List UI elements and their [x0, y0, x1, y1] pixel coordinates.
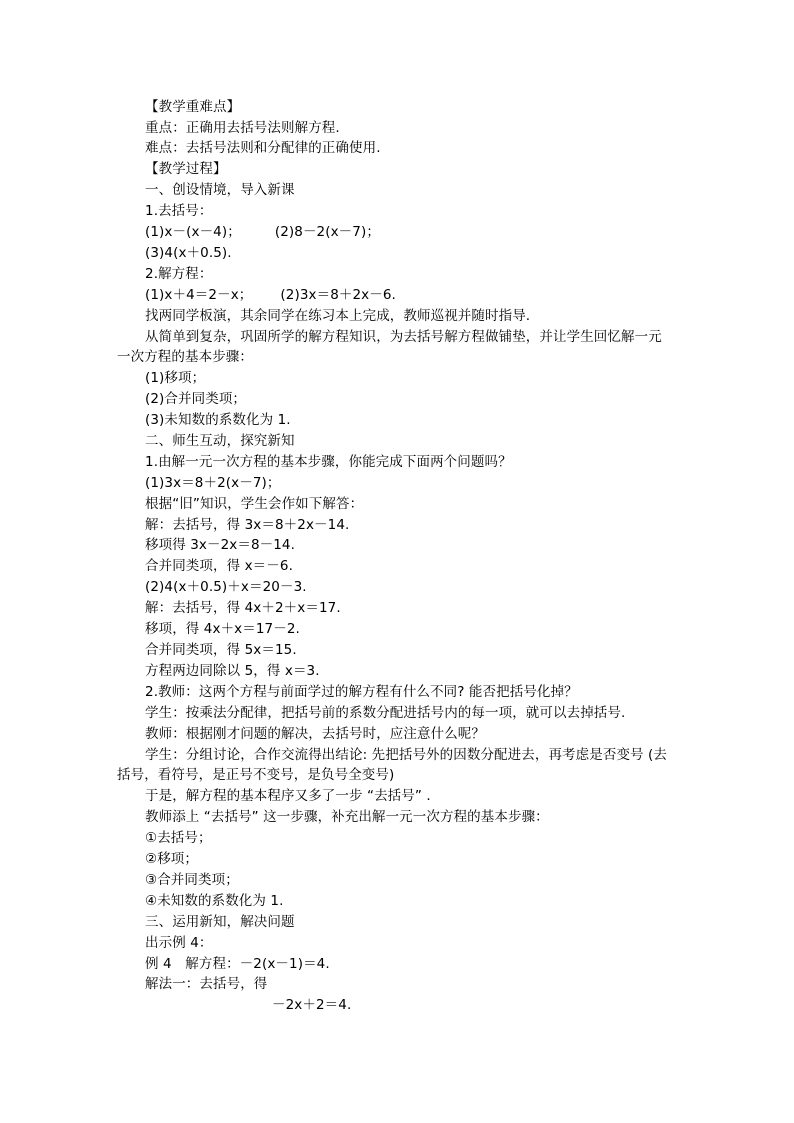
list-item: (2)合并同类项；	[145, 391, 247, 407]
example-line: 例 4 解方程：－2(x－1)＝4.	[145, 956, 330, 972]
text-line: 一次方程的基本步骤：	[117, 349, 253, 365]
text-line: 于是，解方程的基本程序又多了一步 “去括号” .	[145, 788, 431, 804]
text-line: 学生：分组讨论，合作交流得出结论: 先把括号外的因数分配进去，再考虑是否变号 (去	[145, 747, 667, 763]
text-line: 找两同学板演，其余同学在练习本上完成，教师巡视并随时指导.	[145, 308, 531, 324]
text-line: 解法一：去括号，得	[145, 976, 268, 992]
math-line: 合并同类项，得 5x＝15.	[145, 642, 297, 658]
list-item: (1)移项；	[145, 370, 206, 386]
text-line: 重点：正确用去括号法则解方程.	[145, 120, 340, 136]
subsection-heading: 三、运用新知，解决问题	[145, 914, 295, 930]
text-line: 2.教师：这两个方程与前面学过的解方程有什么不同? 能否把括号化掉？	[145, 684, 578, 700]
list-item: ②移项；	[145, 851, 199, 867]
math-line	[145, 223, 380, 241]
math-item: (1)x＋4＝2－x；	[145, 287, 253, 303]
list-item: ③合并同类项；	[145, 872, 239, 888]
text-line: 从简单到复杂，巩固所学的解方程知识，为去括号解方程做铺垫，并让学生回忆解一元	[145, 329, 662, 345]
list-item: (3)未知数的系数化为 1.	[145, 412, 291, 428]
math-item: (1)x－(x－4)；	[145, 224, 241, 240]
text-line: 2.解方程：	[145, 266, 213, 282]
subsection-heading: 一、创设情境，导入新课	[145, 182, 295, 198]
math-item: (2)3x＝8＋2x－6.	[280, 287, 396, 303]
math-line: 合并同类项，得 x＝－6.	[145, 558, 293, 574]
math-line: 解：去括号，得 3x＝8＋2x－14.	[145, 517, 350, 533]
text-line: 难点：去括号法则和分配律的正确使用.	[145, 140, 381, 156]
text-line: 教师：根据刚才问题的解决，去括号时，应注意什么呢？	[145, 726, 485, 742]
list-item: ④未知数的系数化为 1.	[145, 893, 284, 909]
math-line: (2)4(x＋0.5)＋x＝20－3.	[145, 579, 307, 595]
text-line: 出示例 4：	[145, 935, 213, 951]
text-line: 学生：按乘法分配律，把括号前的系数分配进括号内的每一项，就可以去掉括号.	[145, 705, 626, 721]
math-line: －2x＋2＝4.	[272, 997, 352, 1013]
text-line: 根据“旧”知识，学生会作如下解答：	[145, 496, 364, 512]
math-line: 移项，得 4x＋x＝17－2.	[145, 621, 300, 637]
math-item: (2)8－2(x－7)；	[274, 224, 380, 240]
math-line	[145, 286, 396, 304]
text-line: 教师添上 “去括号” 这一步骤，补充出解一元一次方程的基本步骤：	[145, 809, 549, 825]
section-heading-key-points: 【教学重难点】	[145, 99, 241, 115]
subsection-heading: 二、师生互动，探究新知	[145, 433, 295, 449]
text-line: 括号，看符号，是正号不变号，是负号全变号)	[117, 767, 395, 783]
text-line: 1.去括号：	[145, 203, 213, 219]
section-heading-process: 【教学过程】	[145, 161, 227, 177]
math-line: 解：去括号，得 4x＋2＋x＝17.	[145, 600, 341, 616]
math-line: 移项得 3x－2x＝8－14.	[145, 537, 296, 553]
math-line: (3)4(x＋0.5).	[145, 245, 232, 261]
math-line: 方程两边同除以 5，得 x＝3.	[145, 663, 320, 679]
math-line: (1)3x＝8＋2(x－7)；	[145, 475, 281, 491]
list-item: ①去括号；	[145, 830, 212, 846]
text-line: 1.由解一元一次方程的基本步骤，你能完成下面两个问题吗？	[145, 454, 512, 470]
